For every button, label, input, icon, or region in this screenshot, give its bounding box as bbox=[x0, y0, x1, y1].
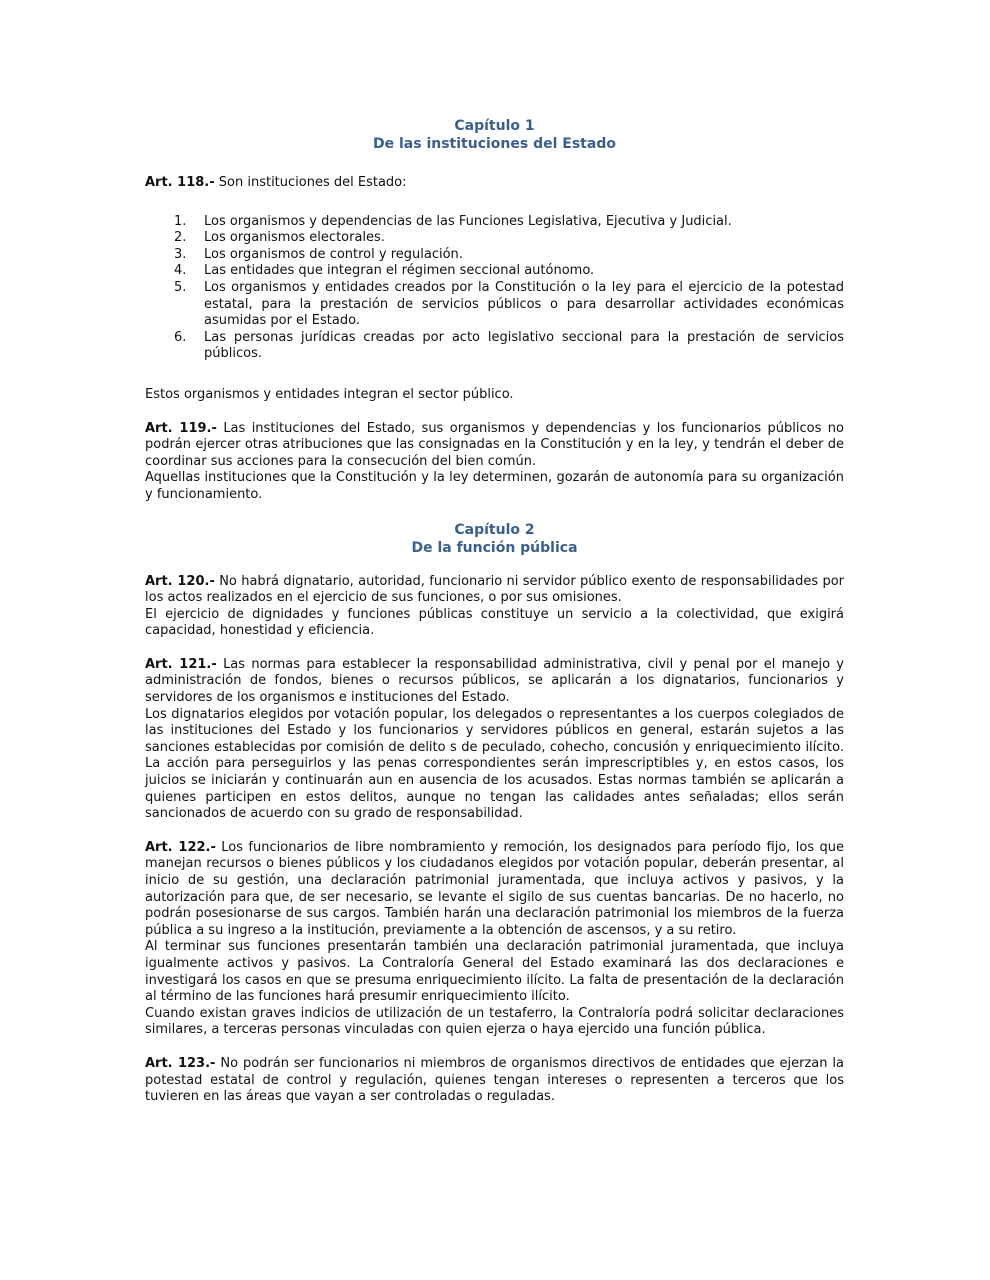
list-item-number: 3. bbox=[174, 246, 187, 262]
list-item-number: 4. bbox=[174, 263, 187, 279]
art-118-label: Art. 118.- bbox=[145, 175, 215, 190]
list-item bbox=[145, 230, 844, 247]
art-118-intro bbox=[145, 175, 844, 192]
list-item-text: Las personas jurídicas creadas por acto legislativo seccional para la prestación de servicios públicos. bbox=[204, 329, 844, 362]
art-123-label: Art. 123.- bbox=[145, 1055, 216, 1071]
chapter-1-title: De las instituciones del Estado bbox=[373, 136, 616, 152]
list-item-number: 2. bbox=[174, 230, 187, 246]
list-item bbox=[145, 330, 844, 363]
art-123-text: No podrán ser funcionarios ni miembros de organismos directivos de entidades que ejerzan la potestad estatal de control y regulación, quienes tengan intereses o representen a terceros que los tuvieren en las áreas que vayan a ser controladas o reguladas. bbox=[145, 1055, 844, 1105]
art-122-paragraph-3: Cuando existan graves indicios de utilización de un testaferro, la Contraloría podrá solicitar declaraciones similares, a terceras personas vinculadas con quien ejerza o haya ejercido una función pública. bbox=[145, 1005, 844, 1038]
art-122-paragraph bbox=[145, 840, 844, 940]
chapter-1-number: Capítulo 1 bbox=[454, 118, 535, 134]
chapter-2-number: Capítulo 2 bbox=[454, 521, 535, 538]
art-119-label: Art. 119.- bbox=[145, 420, 217, 436]
list-item bbox=[145, 263, 844, 280]
list-item-text: Los organismos y entidades creados por la Constitución o la ley para el ejercicio de la potestad estatal, para la prestación de servicios públicos o para desarrollar actividades económicas asumidas por el Estado. bbox=[204, 279, 844, 329]
art-118-list bbox=[145, 214, 844, 363]
art-121-text: Las normas para establecer la responsabilidad administrativa, civil y penal por el manejo y administración de fondos, bienes o recursos públicos, se aplicarán a los dignatarios, funcionarios y servidores de los organismos e instituciones del Estado. bbox=[145, 656, 845, 706]
art-121-label: Art. 121.- bbox=[145, 656, 217, 672]
list-item-text: Las entidades que integran el régimen seccional autónomo. bbox=[204, 263, 595, 279]
art-119-paragraph-2: Aquellas instituciones que la Constitución y la ley determinen, gozarán de autonomía para su organización y funcionamiento. bbox=[145, 470, 844, 502]
art-119-text: Las instituciones del Estado, sus organismos y dependencias y los funcionarios públicos no podrán ejercer otras atribuciones que las consignadas en la Constitución y en la ley, y tendrán el deber de coordinar sus acciones para la consecución del bien común. bbox=[145, 420, 844, 469]
list-item bbox=[145, 280, 844, 330]
list-item-text: Los organismos de control y regulación. bbox=[204, 246, 463, 262]
list-item-text: Los organismos y dependencias de las Funciones Legislativa, Ejecutiva y Judicial. bbox=[204, 213, 732, 229]
list-item bbox=[145, 247, 844, 264]
chapter-2-heading bbox=[145, 521, 844, 557]
list-item bbox=[145, 214, 844, 231]
list-item-number: 1. bbox=[174, 213, 187, 229]
chapter-1-heading bbox=[145, 117, 844, 153]
art-120-paragraph-2: El ejercicio de dignidades y funciones públicas constituye un servicio a la colectividad, que exigirá capacidad, honestidad y eficiencia. bbox=[145, 606, 844, 639]
art-122-text: Los funcionarios de libre nombramiento y remoción, los designados para período fijo, los que manejan recursos o bienes públicos y los ciudadanos elegidos por votación popular, deberán presentar, al inicio de su gestión, una declaración patrimonial juramentada, que incluya activos y pasivos, y la autorización para que, de ser necesario, se levante el sigilo de sus cuentas bancarias. De no hacerlo, no podrán posesionarse de sus cargos. También harán una declaración patrimonial los miembros de la fuerza pública a su ingreso a la institución, previamente a la obtención de ascensos, y a su retiro. bbox=[145, 839, 845, 938]
list-item-number: 5. bbox=[174, 279, 187, 295]
list-item-text: Los organismos electorales. bbox=[204, 230, 385, 246]
document-page bbox=[145, 117, 844, 1106]
art-118-closing: Estos organismos y entidades integran el sector público. bbox=[145, 386, 514, 402]
list-item-number: 6. bbox=[174, 329, 187, 345]
art-120-paragraph bbox=[145, 574, 844, 607]
art-122-paragraph-2: Al terminar sus funciones presentarán también una declaración patrimonial juramentada, que incluya igualmente activos y pasivos. La Contraloría General del Estado examinará las dos declaraciones e investigará los casos en que se presuma enriquecimiento ilícito. La falta de presentación de la declaración al término de las funciones hará presumir enriquecimiento ilícito. bbox=[145, 939, 844, 1005]
art-120-text: No habrá dignatario, autoridad, funcionario ni servidor público exento de responsabilidades por los actos realizados en el ejercicio de sus funciones, o por sus omisiones. bbox=[145, 573, 844, 606]
art-121-paragraph bbox=[145, 657, 844, 707]
art-120-label: Art. 120.- bbox=[145, 573, 215, 589]
art-123-paragraph bbox=[145, 1056, 844, 1106]
art-119-paragraph bbox=[145, 421, 844, 471]
art-121-paragraph-2: Los dignatarios elegidos por votación popular, los delegados o representantes a los cuerpos colegiados de las instituciones del Estado y los funcionarios y servidores públicos en general, estarán sujetos a las sanciones establecidas por comisión de delito s de peculado, cohecho, concusión y enriquecimiento ilícito. La acción para perseguirlos y las penas correspondientes serán imprescriptibles y, en estos casos, los juicios se iniciarán y continuarán aun en ausencia de los acusados. Estas normas también se aplicarán a quienes participen en estos delitos, aunque no tengan las calidades antes señaladas; ellos serán sancionados de acuerdo con su grado de responsabilidad. bbox=[145, 706, 844, 822]
chapter-2-title: De la función pública bbox=[411, 539, 578, 556]
art-118-text: Son instituciones del Estado: bbox=[218, 175, 407, 190]
art-122-label: Art. 122.- bbox=[145, 839, 216, 855]
